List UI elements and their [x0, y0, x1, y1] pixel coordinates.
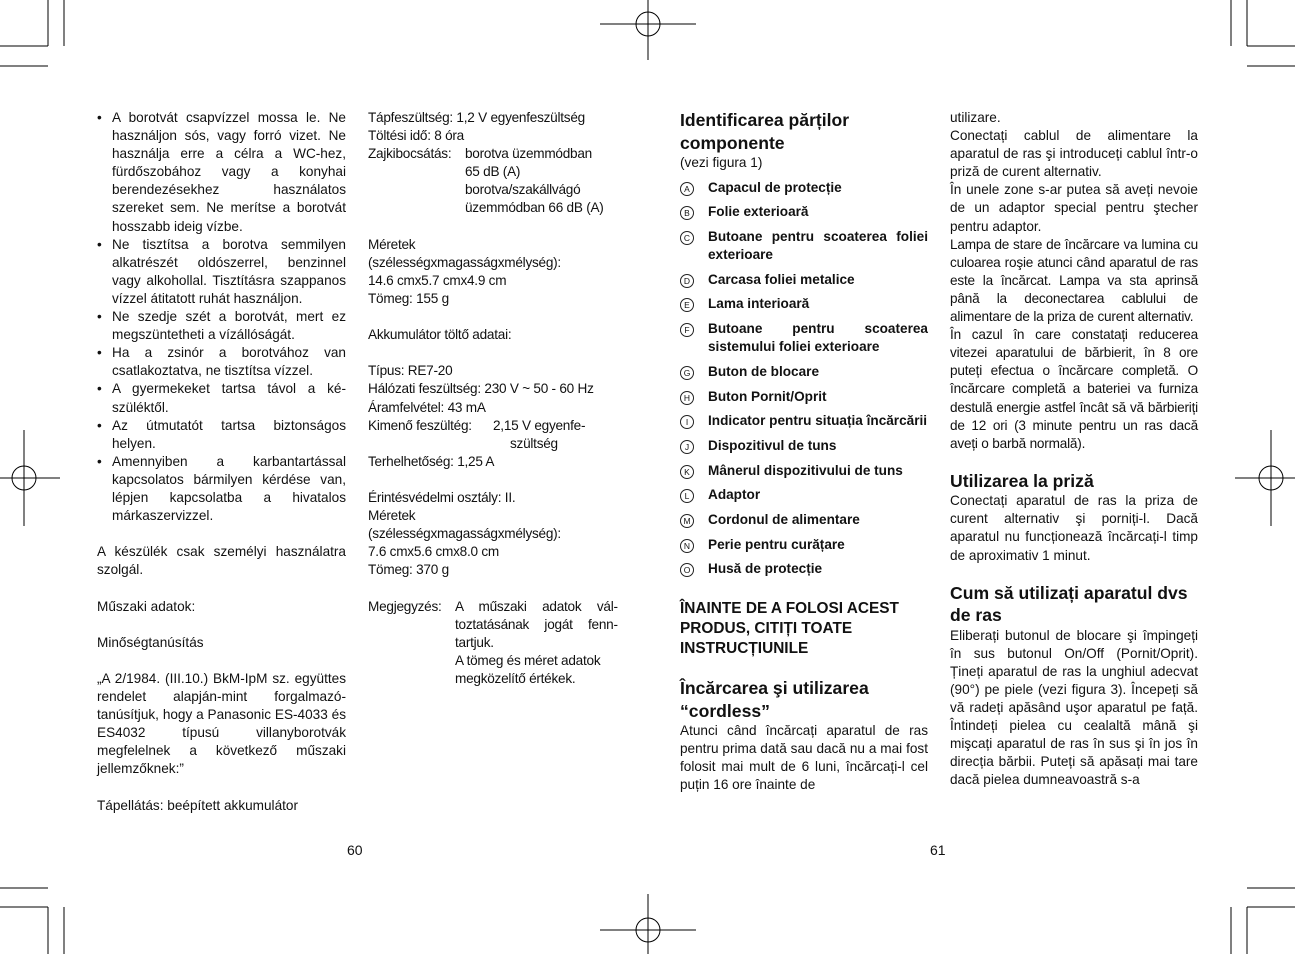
mains-voltage: Hálózati feszültség: 230 V ~ 50 - 60 Hz — [368, 381, 594, 397]
part-name: Cordonul de alimentare — [708, 512, 860, 528]
part-item — [680, 412, 928, 430]
cert-text: „A 2/1984. (III.10.) BkM-IpM sz. együttes rendelet alapján-mint forgalmazó-tanúsítjuk, hogy a Panasonic ES-4033 és ES4032 típusú villanyborotvák megfelelnek a következő műszaki jellemzőknek:” — [97, 670, 346, 777]
weight: Tömeg: 155 g — [368, 290, 449, 306]
part-item — [680, 203, 928, 221]
part-item — [680, 511, 928, 529]
registration-mark-bottom — [600, 894, 696, 954]
note-label: Megjegyzés: — [368, 598, 442, 614]
bullet-item — [97, 417, 346, 453]
bullet-text: Ha a zsinór a borotvához van csatlakoztatva, ne tisztítsa vízzel. — [112, 345, 346, 379]
part-name: Folie exterioară — [708, 204, 809, 220]
charger-heading: Akkumulátor töltő adatai: — [368, 327, 512, 343]
part-item — [680, 536, 928, 554]
part-item — [680, 179, 928, 197]
noise-label: Zajkibocsátás: — [368, 146, 452, 162]
usage-paragraph-4: Lampa de stare de încărcare va lumina cu culoarea roşie atunci când aparatul de ras este la încărcat. Lampa va sta aprinsă până la deconectarea cablului de alimentare de la priza de curent alternativ. — [950, 236, 1198, 325]
load-capacity: Terhelhetőség: 1,25 A — [368, 453, 495, 469]
charging-text: Atunci când încărcați aparatul de ras pentru prima dată sau dacă nu a mai fost folosit mai mult de 6 luni, încărcați-l cel puțin 16 ore înainte de — [680, 723, 928, 793]
part-name: Indicator pentru situația încărcării — [708, 413, 928, 429]
identification-subtitle: (vezi figura 1) — [680, 155, 763, 170]
part-letter-badge: F — [680, 323, 694, 337]
bullet-dot-icon: • — [97, 381, 102, 397]
page-number-61: 61 — [930, 842, 946, 858]
how-to-use-text: Eliberați butonul de blocare şi împingeți în sus butonul On/Off (Pornit/Oprit). Țineți aparatul de ras la unghiul adecvat (90°) pe piele (vezi figura 3). Începeți să vă radeți apăsând uşor aparatul pe față. Întindeți pielea cu cealaltă mână şi mişcați aparatul de ras în sus şi în jos în direcția bărbii. Puteți să apăsați mai tare dacă pielea dumneavoastră s-a — [950, 627, 1198, 788]
cert-heading: Minőségtanúsítás — [97, 634, 204, 650]
part-item — [680, 560, 928, 578]
part-name: Perie pentru curățare — [708, 536, 845, 552]
part-name: Buton Pornit/Oprit — [708, 388, 827, 404]
part-letter-badge: K — [680, 465, 694, 479]
part-item — [680, 295, 928, 313]
bullet-dot-icon: • — [97, 110, 102, 125]
bullet-text: Ne szedje szét a borotvát, mert ez megszüntetheti a vízállóságát. — [112, 309, 346, 343]
power-supply: Tápellátás: beépített akkumulátor — [97, 797, 298, 813]
bullet-dot-icon: • — [97, 453, 102, 469]
charge-time: Töltési idő: 8 óra — [368, 128, 464, 144]
charging-heading: Încărcarea şi utilizarea “cordless” — [680, 678, 869, 721]
part-letter-badge: M — [680, 514, 694, 528]
part-letter-badge: L — [680, 489, 694, 503]
dims2-sub: (szélességxmagasságxmélység): — [368, 526, 561, 542]
page61-column-1 — [680, 109, 928, 794]
bullet-item — [97, 344, 346, 380]
part-item — [680, 271, 928, 289]
part-letter-badge: O — [680, 563, 694, 577]
part-letter-badge: G — [680, 366, 694, 380]
part-letter-badge: I — [680, 415, 694, 429]
page60-column-1 — [97, 109, 346, 815]
usage-paragraph-1: utilizare. — [950, 110, 1001, 125]
part-letter-badge: N — [680, 539, 694, 553]
supply-voltage: Tápfeszültség: 1,2 V egyenfeszültség — [368, 110, 585, 125]
noise-value-4: üzemmódban 66 dB (A) — [465, 200, 604, 216]
part-name: Carcasa foliei metalice — [708, 271, 855, 287]
current-draw: Áramfelvétel: 43 mA — [368, 399, 486, 415]
specs-heading: Műszaki adatok: — [97, 598, 196, 614]
part-name: Adaptor — [708, 487, 761, 503]
registration-mark-right — [1235, 430, 1295, 526]
part-item — [680, 228, 928, 264]
bullet-text: Amennyiben a karbantartással kapcsolatos bármilyen kérdése van, lépjen kapcsolatba a hivatalos márkaszervizzel. — [112, 453, 346, 524]
how-to-use-heading: Cum să utilizați aparatul dvs de ras — [950, 582, 1188, 626]
part-name: Butoane pentru scoaterea foliei exterioare — [708, 228, 928, 263]
part-letter-badge: H — [680, 391, 694, 405]
dims2-label: Méretek — [368, 508, 416, 524]
weight2: Tömeg: 370 g — [368, 562, 449, 578]
part-name: Lama interioară — [708, 296, 810, 312]
note-value-1: A műszaki adatok változtatásának jogát fenntartjuk. — [455, 598, 618, 650]
bullet-dot-icon: • — [97, 236, 102, 252]
bullet-item — [97, 109, 346, 236]
part-item — [680, 363, 928, 381]
part-name: Butoane pentru scoaterea sistemului foliei exterioare — [708, 321, 928, 355]
part-item — [680, 320, 928, 356]
registration-mark-left — [0, 430, 60, 526]
dims2-value: 7.6 cmx5.6 cmx8.0 cm — [368, 544, 499, 560]
output-voltage-value-1: 2,15 V egyenfe- — [493, 417, 586, 433]
personal-use-note: A készülék csak személyi használatra szolgál. — [97, 544, 346, 578]
bullet-text: Az útmutatót tartsa biztonságos helyen. — [112, 417, 346, 451]
bullet-item — [97, 308, 346, 344]
bullet-dot-icon: • — [97, 309, 102, 325]
identification-heading: Identificarea părților componente — [680, 110, 850, 153]
dims-label: Méretek — [368, 236, 416, 252]
read-instructions-warning: ÎNAINTE DE A FOLOSI ACEST PRODUS, CITIȚI TOATE INSTRUCȚIUNILE — [680, 599, 899, 657]
part-name: Dispozitivul de tuns — [708, 437, 837, 453]
part-letter-badge: B — [680, 206, 694, 220]
part-item — [680, 437, 928, 455]
protection-class: Érintésvédelmi osztály: II. — [368, 489, 516, 505]
usage-paragraph-2: Conectați cablul de alimentare la aparatul de ras şi introduceți cablul într-o priză de curent alternativ. — [950, 128, 1198, 180]
bullet-item — [97, 236, 346, 308]
page60-column-2 — [368, 109, 618, 688]
output-voltage-label: Kimenő feszültég: — [368, 417, 472, 433]
part-item — [680, 388, 928, 406]
usage-paragraph-3: În unele zone s-ar putea să aveți nevoie de un adaptor special pentru ştecher pentru adaptor. — [950, 182, 1198, 234]
part-letter-badge: J — [680, 440, 694, 454]
parts-list — [680, 179, 928, 579]
page-number-60: 60 — [347, 842, 363, 858]
note-row — [368, 598, 618, 688]
bullet-item — [97, 380, 346, 416]
usage-paragraph-5: În cazul în care constatați reducerea vitezei aparatului de bărbierit, în 8 ore puteți efectua o încărcare completă. O încărcare completă a bateriei va furniza destulă energie astfel încât să vă bărbieriți de 12 ori (3 minute pentru un ras dacă aveți o barbă normală). — [950, 327, 1198, 451]
part-letter-badge: C — [680, 231, 694, 245]
part-name: Buton de blocare — [708, 363, 820, 379]
bullet-dot-icon: • — [97, 345, 102, 361]
part-letter-badge: E — [680, 298, 694, 312]
bullet-text: A borotvát csapvízzel mossa le. Ne használjon sós, vagy forró vizet. Ne használja erre a célra a WC-hez, fürdőszobához vagy a konyhai berendezésekhez használatos szereket sem. Ne merítse a borotvát hosszabb ideig vízbe. — [112, 110, 346, 234]
charger-type: Típus: RE7-20 — [368, 363, 453, 379]
part-item — [680, 462, 928, 480]
registration-mark-top — [600, 0, 696, 60]
noise-value-2: 65 dB (A) — [465, 164, 521, 180]
dims-value: 14.6 cmx5.7 cmx4.9 cm — [368, 272, 507, 288]
socket-use-text: Conectați aparatul de ras la priza de curent alternativ şi porniți-l. Dacă aparatul nu funcționează încărcați-l timp de aproximativ 1 minut. — [950, 493, 1198, 563]
part-letter-badge: A — [680, 182, 694, 196]
part-item — [680, 486, 928, 504]
part-name: Husă de protecție — [708, 561, 823, 577]
dims-sub: (szélességxmagasságxmélység): — [368, 254, 561, 270]
part-name: Mânerul dispozitivului de tuns — [708, 462, 903, 478]
cleaning-bullet-list — [97, 109, 346, 525]
part-letter-badge: D — [680, 274, 694, 288]
bullet-dot-icon: • — [97, 417, 102, 433]
note-value-2: A tömeg és méret adatok megközelítő értékek. — [455, 652, 601, 686]
output-voltage-row — [368, 417, 618, 453]
part-name: Capacul de protecție — [708, 179, 842, 195]
bullet-text: A gyermekeket tartsa távol a készüléktől. — [112, 381, 346, 415]
output-voltage-value-2: szültség — [510, 435, 558, 451]
socket-use-heading: Utilizarea la priză — [950, 470, 1094, 491]
bullet-text: Ne tisztítsa a borotva semmilyen alkatrészét oldószerrel, benzinnel vagy alkohollal. Tisztításra szappanos vízzel átitatott ruhát használjon. — [112, 236, 346, 306]
page61-column-2 — [950, 109, 1198, 790]
noise-value-3: borotva/szakállvágó — [465, 182, 581, 198]
noise-row — [368, 145, 618, 217]
bullet-item — [97, 453, 346, 525]
noise-value-1: borotva üzemmódban — [465, 146, 592, 162]
